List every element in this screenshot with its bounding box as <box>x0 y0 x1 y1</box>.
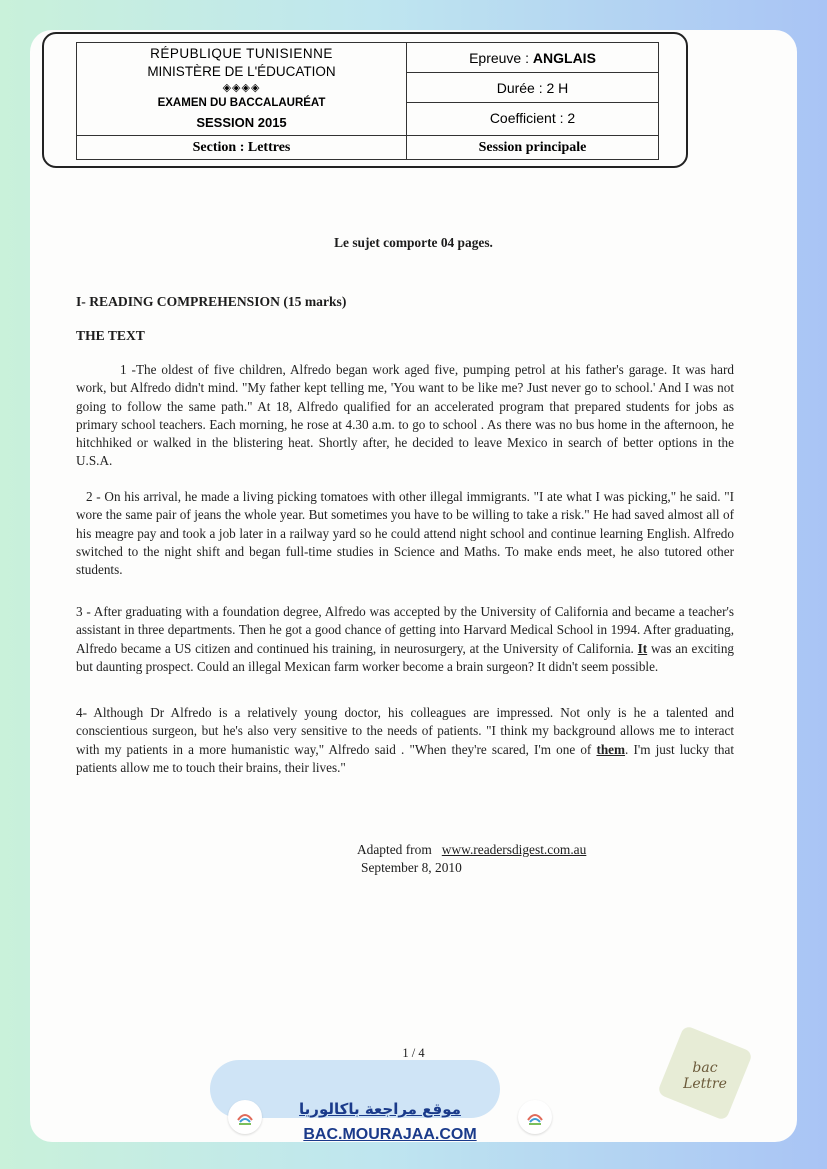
paragraph-3-part-b: was an exciting but daunting prospect. Could an illegal Mexican farm worker become a brain surgeon? It didn't seem possible. <box>76 640 735 674</box>
text-title: THE TEXT <box>76 328 145 343</box>
session-year: SESSION 2015 <box>196 115 287 130</box>
paragraph-3-part-a: 3 - After graduating with a foundation degree, Alfredo was accepted by the University of California and became a teacher's assistant in three departments. Then he got a good chance of getting into Harvard Medical School in 1994. After graduating, Alfredo became a US citizen and continued his training, in neurosurgery, at the University of California. <box>76 604 734 656</box>
header-exam-info <box>407 43 658 135</box>
section-title: I- READING COMPREHENSION (15 marks) <box>76 294 347 309</box>
source-date: September 8, 2010 <box>361 860 462 875</box>
republic-label: RÉPUBLIQUE TUNISIENNE <box>150 46 333 61</box>
bac-lettre-label: bac Lettre <box>683 1060 727 1092</box>
paragraph-3 <box>76 603 734 676</box>
page-number: 1 / 4 <box>402 1046 425 1060</box>
left-logo-icon <box>228 1100 262 1134</box>
paragraph-3-text <box>76 603 734 676</box>
right-logo-icon <box>518 1100 552 1134</box>
coefficient-cell: Coefficient : 2 <box>489 110 576 126</box>
paragraph-4 <box>76 704 734 777</box>
ornament: ◈◈◈◈ <box>222 82 261 94</box>
arabic-site-name[interactable]: موقع مراجعة باكالوريا <box>299 1100 461 1118</box>
paragraph-1 <box>76 361 734 471</box>
ministry-label: MINISTÈRE DE L'ÉDUCATION <box>147 64 336 79</box>
session-type-cell: Session principale <box>478 140 587 155</box>
source-line <box>357 841 586 859</box>
epreuve-cell <box>407 43 658 73</box>
source-url: www.readersdigest.com.au <box>441 842 587 857</box>
header-bottom-row <box>77 135 658 159</box>
paragraph-4-text <box>76 704 734 777</box>
paragraph-2 <box>76 488 734 579</box>
section-cell: Section : Lettres <box>77 136 407 159</box>
referent-them: them <box>596 741 626 757</box>
paragraph-4-part-a: 4- Although Dr Alfredo is a relatively young doctor, his colleagues are impressed. Not only is he a talented and conscientious surgeon, but he's also very sensitive to the needs of patients. "I think my background allows me to interact with my patients in a more humanistic way," Alfredo said . "When they're scared, I'm one of <box>76 705 734 757</box>
paragraph-2-text: 2 - On his arrival, he made a living picking tomatoes with other illegal immigrants. "I ate what I was picking," he said. "I wore the same pair of jeans the whole year. But sometimes you have to be willing to take a risk." He had saved almost all of his meagre pay and took a job later in a railway yard so he could attend night school and continue learning English. Alfredo switched to the night shift and began full-time studies in Science and Maths. To make ends meet, he also tutored other students. <box>76 489 734 578</box>
paragraph-1-text: 1 -The oldest of five children, Alfredo began work aged five, pumping petrol at his father's garage. It was hard work, but Alfredo didn't mind. "My father kept telling me, 'You want to be like me? Just never go to school.' And I was not going to follow the same path." At 18, Alfredo qualified for an accelerated program that prepared students for jobs as primary school teachers. Each morning, he rose at 4.30 a.m. to go to school . As there was no bus home in the afternoon, he hitchhiked or walked in the blistering heat. Shortly after, he decided to leave Mexico in search of better options in the U.S.A. <box>76 362 734 469</box>
exam-page <box>30 30 797 1142</box>
epreuve-value: ANGLAIS <box>532 50 596 66</box>
exam-label: EXAMEN DU BACCALAURÉAT <box>157 97 326 109</box>
site-url-link[interactable]: BAC.MOURAJAA.COM <box>303 1126 477 1143</box>
duree-cell: Durée : 2 H <box>407 73 658 103</box>
referent-it: It <box>637 640 648 656</box>
header-institution <box>77 43 407 135</box>
header-table <box>76 42 659 160</box>
paragraph-4-part-b: . I'm just lucky that patients allow me to touch their brains, their lives." <box>76 741 735 775</box>
adapted-label: Adapted from <box>357 842 432 857</box>
epreuve-label: Epreuve : <box>469 50 533 66</box>
pages-note: Le sujet comporte 04 pages. <box>334 235 493 250</box>
